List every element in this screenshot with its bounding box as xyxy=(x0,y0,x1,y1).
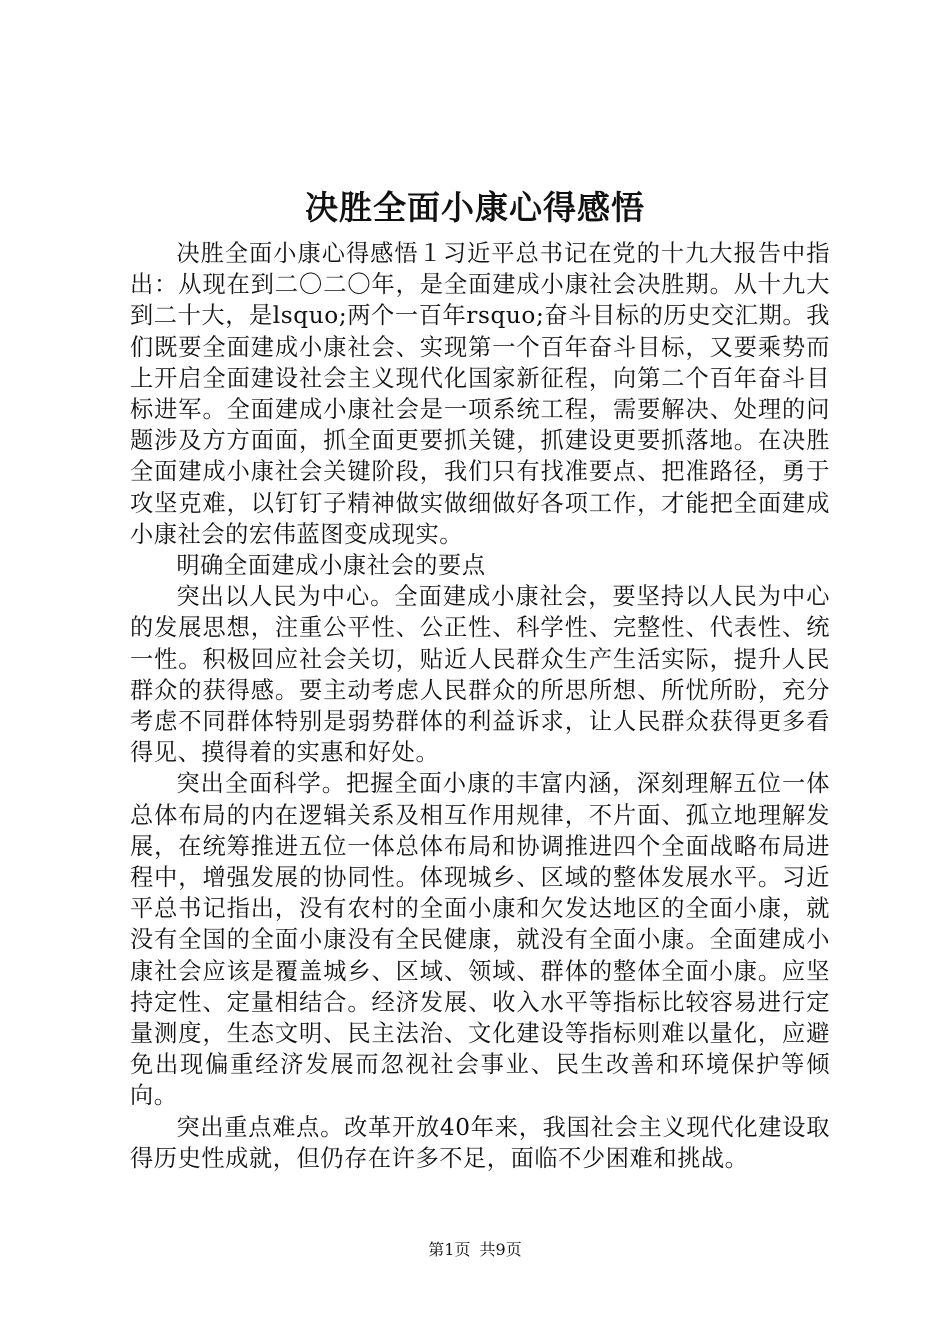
section-heading: 明确全面建成小康社会的要点 xyxy=(176,552,486,580)
page-total: 共9页 xyxy=(479,1240,522,1259)
document-body xyxy=(130,238,830,1174)
page-number: 第1页 xyxy=(428,1240,471,1259)
paragraph-people-centered: 突出以人民为中心。全面建成小康社会，要坚持以人民为中心的发展思想，注重公平性、公正性、科学性、完整性、代表性、统一性。积极回应社会关切，贴近人民群众生产生活实际，提升人民群众的获得感。要主动考虑人民群众的所思所想、所忧所盼，充分考虑不同群体特别是弱势群体的利益诉求，让人民群众获得更多看得见、摸得着的实惠和好处。 xyxy=(130,583,830,767)
paragraph-key-difficulties: 突出重点难点。改革开放40年来，我国社会主义现代化建设取得历史性成就，但仍存在许多不足，面临不少困难和挑战。 xyxy=(130,1113,830,1172)
paragraph-comprehensive: 突出全面科学。把握全面小康的丰富内涵，深刻理解五位一体总体布局的内在逻辑关系及相互作用规律，不片面、孤立地理解发展，在统筹推进五位一体总体布局和协调推进四个全面战略布局进程中，增强发展的协同性。体现城乡、区域的整体发展水平。习近平总书记指出，没有农村的全面小康和欠发达地区的全面小康，就没有全国的全面小康没有全民健康，就没有全面小康。全面建成小康社会应该是覆盖城乡、区域、领域、群体的整体全面小康。应坚持定性、定量相结合。经济发展、收入水平等指标比较容易进行定量测度，生态文明、民主法治、文化建设等指标则难以量化，应避免出现偏重经济发展而忽视社会事业、民生改善和环境保护等倾向。 xyxy=(130,770,830,1110)
paragraph-intro: 决胜全面小康心得感悟１习近平总书记在党的十九大报告中指出：从现在到二〇二〇年，是全面建成小康社会决胜期。从十九大到二十大，是lsquo;两个一百年rsquo;奋斗目标的历史交汇期。我们既要全面建成小康社会、实现第一个百年奋斗目标，又要乘势而上开启全面建设社会主义现代化国家新征程，向第二个百年奋斗目标进军。全面建成小康社会是一项系统工程，需要解决、处理的问题涉及方方面面，抓全面更要抓关键，抓建设更要抓落地。在决胜全面建成小康社会关键阶段，我们只有找准要点、把准路径，勇于攻坚克难，以钉钉子精神做实做细做好各项工作，才能把全面建成小康社会的宏伟蓝图变成现实。 xyxy=(130,240,830,548)
page-footer xyxy=(0,1240,950,1260)
document-title: 决胜全面小康心得感悟 xyxy=(305,188,645,227)
